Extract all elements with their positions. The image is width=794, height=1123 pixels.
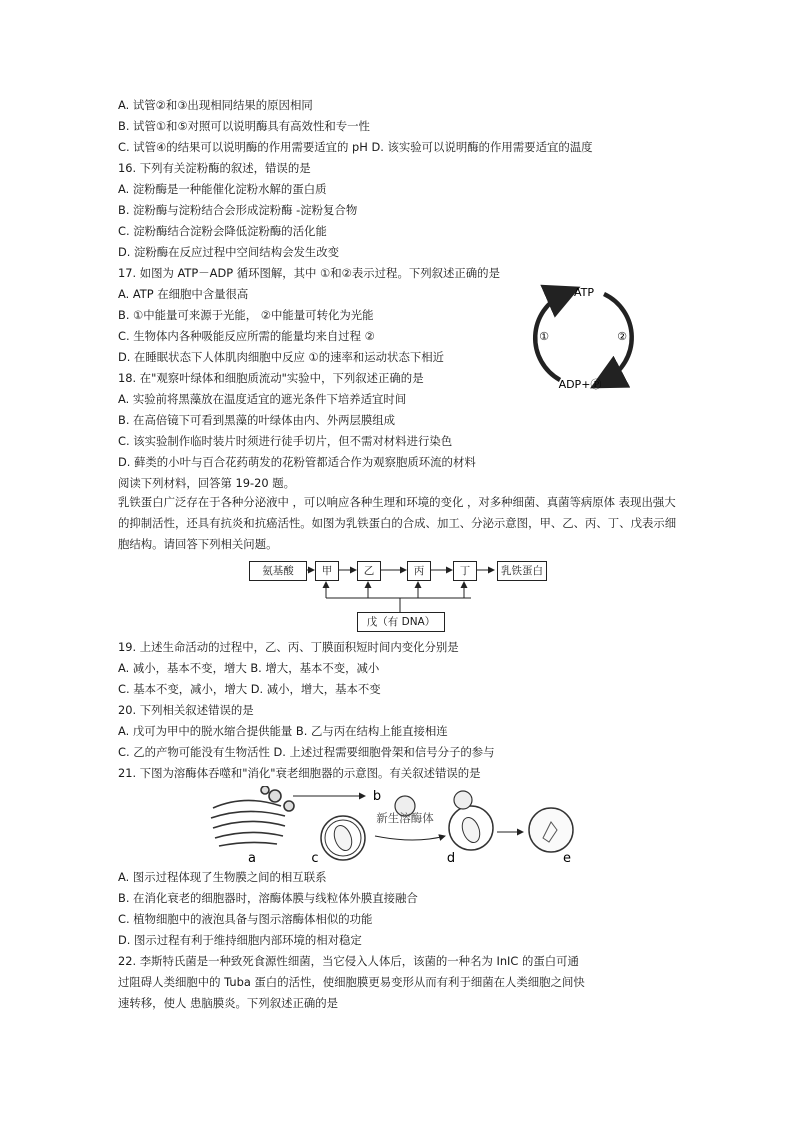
q18-option-d: D. 藓类的小叶与百合花药萌发的花粉管都适合作为观察胞质环流的材料 xyxy=(118,455,476,469)
flow-box-yi: 乙 xyxy=(357,561,381,581)
q15-option-c-d: C. 试管④的结果可以说明酶的作用需要适宜的 pH D. 该实验可以说明酶的作用需要适宜的温度 xyxy=(118,140,593,154)
flow-box-ding: 丁 xyxy=(453,561,477,581)
flow-box-wu: 戊（有 DNA） xyxy=(357,612,445,632)
flow-box-amino-acid: 氨基酸 xyxy=(249,561,307,581)
q17-option-d: D. 在睡眠状态下人体肌肉细胞中反应 ①的速率和运动状态下相近 xyxy=(118,350,445,364)
q17-stem: 17. 如图为 ATP－ADP 循环图解，其中 ①和②表示过程。下列叙述正确的是 xyxy=(118,266,500,280)
flow-box-lactoferrin: 乳铁蛋白 xyxy=(497,561,547,581)
q21-stem: 21. 下图为溶酶体吞噬和"消化"衰老细胞器的示意图。有关叙述错误的是 xyxy=(118,766,481,780)
q21-option-d: D. 图示过程有利于维持细胞内部环境的相对稳定 xyxy=(118,933,362,947)
q17-option-a: A. ATP 在细胞中含量很高 xyxy=(118,287,249,301)
q22-stem-line1: 22. 李斯特氏菌是一种致死食源性细菌，当它侵入人体后，该菌的一种名为 InIC 的蛋白可通 xyxy=(118,954,579,968)
q22-stem-line2: 过阻碍人类细胞中的 Tuba 蛋白的活性，使细胞膜更易变形从而有利于细菌在人类细胞之间快 xyxy=(118,975,585,989)
digested-organelle-icon xyxy=(529,808,573,852)
flow-box-bing: 丙 xyxy=(407,561,431,581)
q16-option-a: A. 淀粉酶是一种能催化淀粉水解的蛋白质 xyxy=(118,182,327,196)
q16-stem: 16. 下列有关淀粉酶的叙述，错误的是 xyxy=(118,161,311,175)
q18-stem: 18. 在"观察叶绿体和细胞质流动"实验中，下列叙述正确的是 xyxy=(118,371,424,385)
q15-option-b: B. 试管①和⑤对照可以说明酶具有高效性和专一性 xyxy=(118,119,370,133)
q17-option-c: C. 生物体内各种吸能反应所需的能量均来自过程 ② xyxy=(118,329,375,343)
passage-intro: 阅读下列材料，回答第 19-20 题。 xyxy=(118,476,296,490)
q19-option-a-b: A. 减小，基本不变，增大 B. 增大，基本不变，减小 xyxy=(118,661,380,675)
q18-option-a: A. 实验前将黑藻放在温度适宜的遮光条件下培养适宜时间 xyxy=(118,392,407,406)
cycle-label-process2: ② xyxy=(617,330,627,343)
label-a: a xyxy=(248,851,256,866)
mitochondrion-vesicle-icon xyxy=(321,816,365,860)
q16-option-b: B. 淀粉酶与淀粉结合会形成淀粉酶 -淀粉复合物 xyxy=(118,203,358,217)
q18-option-c: C. 该实验制作临时装片时须进行徒手切片，但不需对材料进行染色 xyxy=(118,434,453,448)
q21-option-c: C. 植物细胞中的液泡具备与图示溶酶体相似的功能 xyxy=(118,912,373,926)
lysosome-diagram xyxy=(205,786,585,866)
label-e: e xyxy=(563,851,571,866)
q19-stem: 19. 上述生命活动的过程中，乙、丙、丁膜面积短时间内变化分别是 xyxy=(118,640,459,654)
q17-option-b: B. ①中能量可来源于光能， ②中能量可转化为光能 xyxy=(118,308,374,322)
label-new-lysosome: 新生溶酶体 xyxy=(376,811,434,825)
cycle-label-adp: ADP+Ⓟ xyxy=(558,378,602,391)
q21-option-a: A. 图示过程体现了生物膜之间的相互联系 xyxy=(118,870,327,884)
q20-option-c-d: C. 乙的产物可能没有生物活性 D. 上述过程需要细胞骨架和信号分子的参与 xyxy=(118,745,495,759)
label-d: d xyxy=(446,851,456,866)
q21-option-b: B. 在消化衰老的细胞器时，溶酶体膜与线粒体外膜直接融合 xyxy=(118,891,418,905)
passage-text: 乳铁蛋白广泛存在于各种分泌液中 ，可以响应各种生理和环境的变化 ，对多种细菌、真菌等病原体 表现出强大的抑制活性，还具有抗炎和抗癌活性。如图为乳铁蛋白的合成、加工、分泌示意图，甲、乙、丙、丁、戊表示细胞结构。请回答下列相关问题。 xyxy=(118,495,677,551)
q15-option-a: A. 试管②和③出现相同结果的原因相同 xyxy=(118,98,313,112)
q18-option-b: B. 在高倍镜下可看到黑藻的叶绿体由内、外两层膜组成 xyxy=(118,413,396,427)
q19-option-c-d: C. 基本不变，减小，增大 D. 减小，增大，基本不变 xyxy=(118,682,381,696)
cycle-label-process1: ① xyxy=(539,330,549,343)
q16-option-d: D. 淀粉酶在反应过程中空间结构会发生改变 xyxy=(118,245,340,259)
q16-option-c: C. 淀粉酶结合淀粉会降低淀粉酶的活化能 xyxy=(118,224,327,238)
label-c: c xyxy=(311,851,319,866)
q20-stem: 20. 下列相关叙述错误的是 xyxy=(118,703,254,717)
golgi-apparatus-icon xyxy=(211,786,294,846)
atp-adp-cycle-diagram xyxy=(522,280,642,398)
fusing-lysosome-icon xyxy=(449,791,493,850)
cycle-label-atp: ATP xyxy=(573,286,595,299)
q20-option-a-b: A. 戊可为甲中的脱水缩合提供能量 B. 乙与丙在结构上能直接相连 xyxy=(118,724,448,738)
label-b: b xyxy=(372,789,382,804)
flow-box-jia: 甲 xyxy=(315,561,339,581)
q22-stem-line3: 速转移，使人 患脑膜炎。下列叙述正确的是 xyxy=(118,996,339,1010)
